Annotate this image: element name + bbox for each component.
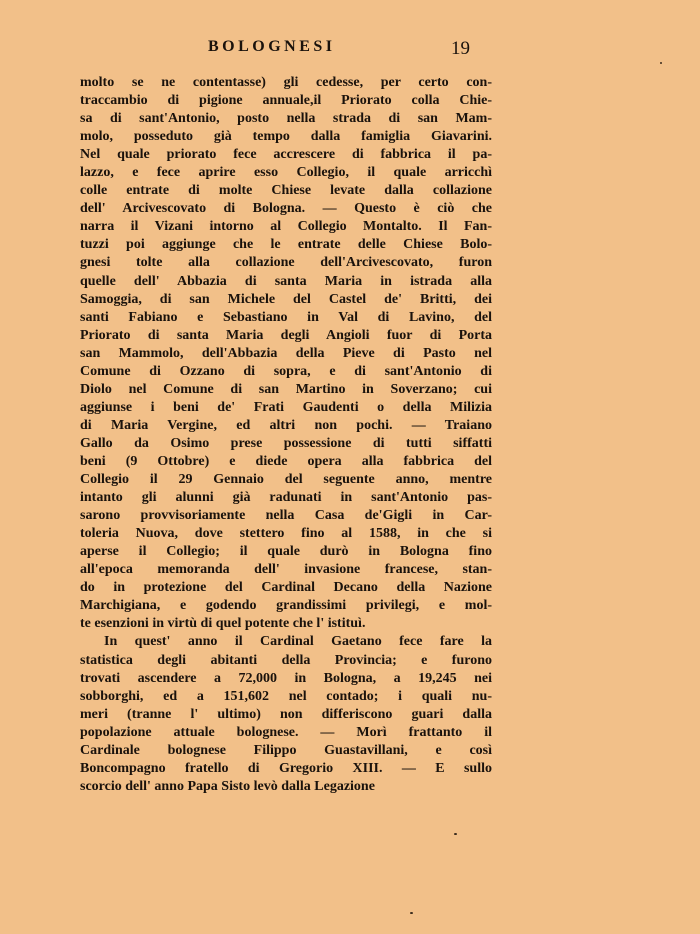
text-line: sa di sant'Antonio, posto nella strada di san Mam-	[80, 111, 492, 127]
text-line: Comune di Ozzano di sopra, e di sant'Antonio di	[80, 363, 492, 379]
text-line: santi Fabiano e Sebastiano in Val di Lavino, del	[80, 309, 492, 325]
body-text	[80, 74, 492, 796]
text-line: In quest' anno il Cardinal Gaetano fece fare la	[104, 634, 492, 650]
text-line: aperse il Collegio; il quale durò in Bologna fino	[80, 544, 492, 560]
text-line: Collegio il 29 Gennaio del seguente anno, mentre	[80, 472, 492, 488]
paper-speck	[660, 62, 662, 64]
text-line: do in protezione del Cardinal Decano della Nazione	[80, 580, 492, 596]
text-line: Boncompagno fratello di Gregorio XIII. — E sullo	[80, 760, 492, 776]
paper-speck	[410, 912, 413, 914]
text-line: quelle dell' Abbazia di santa Maria in istrada alla	[80, 273, 492, 289]
text-line: Diolo nel Comune di san Martino in Soverzano; cui	[80, 381, 492, 397]
text-line: tuzzi poi aggiunge che le entrate delle Chiese Bolo-	[80, 237, 492, 253]
text-line: beni (9 Ottobre) e diede opera alla fabbrica del	[80, 453, 492, 469]
text-line: toleria Nuova, dove stettero fino al 1588, in che si	[80, 526, 492, 542]
text-line: Nel quale priorato fece accrescere di fabbrica il pa-	[80, 147, 492, 163]
text-line: di Maria Vergine, ed altri non pochi. — Traiano	[80, 417, 492, 433]
text-line: gnesi tolte alla collazione dell'Arcivescovato, furon	[80, 255, 492, 271]
page-header	[80, 38, 492, 62]
text-line: scorcio dell' anno Papa Sisto levò dalla Legazione	[80, 778, 375, 794]
text-line: te esenzioni in virtù di quel potente che l' istituì.	[80, 616, 366, 632]
text-line: Samoggia, di san Michele del Castel de' Britti, dei	[80, 291, 492, 307]
text-line: narra il Vizani intorno al Collegio Montalto. Il Fan-	[80, 219, 492, 235]
text-line: dell' Arcivescovato di Bologna. — Questo è ciò che	[80, 201, 492, 217]
text-line: traccambio di pigione annuale,il Priorato colla Chie-	[80, 93, 492, 109]
running-head: BOLOGNESI	[208, 38, 336, 55]
text-line: trovati ascendere a 72,000 in Bologna, a 19,245 nei	[80, 670, 492, 686]
text-line: lazzo, e fece aprire esso Collegio, il quale arricchì	[80, 165, 492, 181]
text-line: molo, posseduto già tempo dalla famiglia Giavarini.	[80, 129, 492, 145]
text-line: sarono provvisoriamente nella Casa de'Gigli in Car-	[80, 508, 492, 524]
text-line: popolazione attuale bolognese. — Morì frattanto il	[80, 724, 492, 740]
text-line: sobborghi, ed a 151,602 nel contado; i quali nu-	[80, 688, 492, 704]
text-line: Priorato di santa Maria degli Angioli fuor di Porta	[80, 327, 492, 343]
text-line: statistica degli abitanti della Provincia; e furono	[80, 652, 492, 668]
text-line: intanto gli alunni già radunati in sant'Antonio pas-	[80, 490, 492, 506]
text-line: Marchigiana, e godendo grandissimi privilegi, e mol-	[80, 598, 492, 614]
page-number: 19	[451, 38, 470, 59]
text-line: aggiunse i beni de' Frati Gaudenti o della Milizia	[80, 399, 492, 415]
text-line: molto se ne contentasse) gli cedesse, per certo con-	[80, 75, 492, 90]
text-line: colle entrate di molte Chiese levate dalla collazione	[80, 183, 492, 199]
paper-speck	[454, 833, 457, 835]
text-line: Gallo da Osimo prese possessione di tutti siffatti	[80, 435, 492, 451]
text-line: all'epoca memoranda dell' invasione francese, stan-	[80, 562, 492, 578]
text-line: san Mammolo, dell'Abbazia della Pieve di Pasto nel	[80, 345, 492, 361]
text-line: meri (tranne l' ultimo) non differiscono guari dalla	[80, 706, 492, 722]
text-line: Cardinale bolognese Filippo Guastavillani, e così	[80, 742, 492, 758]
